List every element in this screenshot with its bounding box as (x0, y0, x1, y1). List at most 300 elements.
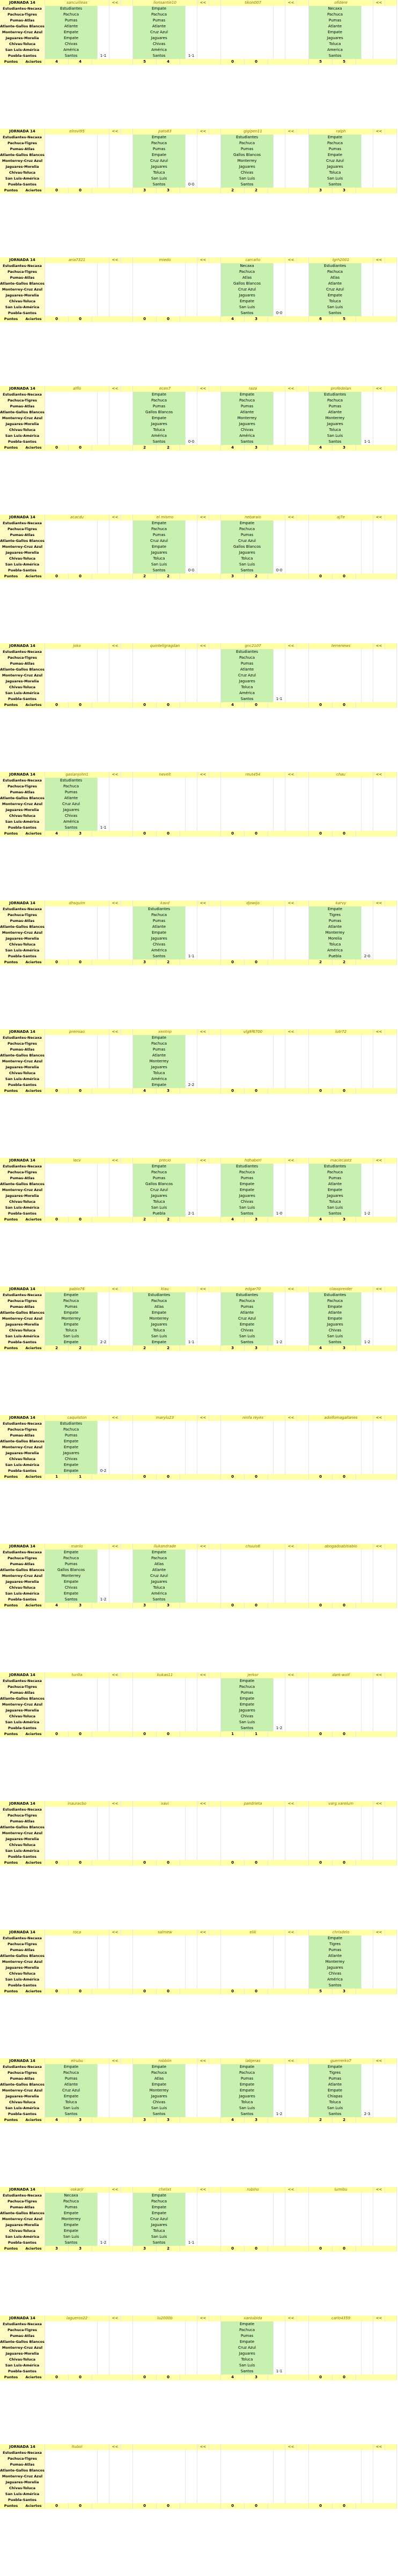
spacer-cell (197, 790, 221, 795)
pick-cell: Pumas (45, 1304, 98, 1310)
score-cell (362, 930, 373, 936)
score-cell (186, 1842, 197, 1848)
score-cell (274, 649, 285, 655)
spacer-cell (285, 1292, 309, 1298)
score-cell (362, 520, 373, 526)
score-cell (274, 1193, 285, 1199)
pick-cell (45, 1702, 98, 1708)
spacer-cell (197, 6, 221, 12)
score-cell (186, 1070, 197, 1076)
spacer-cell (285, 1456, 309, 1462)
match-row (0, 930, 398, 936)
pick-cell (309, 2474, 362, 2480)
score-cell (362, 2216, 373, 2222)
spacer-cell (109, 936, 133, 942)
match-row (0, 170, 398, 176)
match-label: Monterrey-Cruz Azul (0, 801, 45, 807)
points-spacer (92, 1989, 133, 1994)
score-cell (186, 269, 197, 275)
pick-cell: San Luis (133, 176, 186, 182)
player-name: chuuis6 (221, 1544, 285, 1550)
score-cell (274, 667, 285, 673)
spacer-cell (109, 1170, 133, 1175)
score-cell (186, 2351, 197, 2357)
pick-cell (133, 1439, 186, 1445)
score-cell (274, 778, 285, 784)
score-cell (186, 1561, 197, 1567)
arrow-marker: << (373, 386, 385, 392)
spacer-cell (109, 427, 133, 433)
score-cell (98, 784, 109, 790)
pick-cell: Jaguares (133, 2222, 186, 2228)
score-cell (98, 1427, 109, 1433)
score-cell (274, 1082, 285, 1088)
spacer-cell (109, 2199, 133, 2205)
score-cell (362, 1070, 373, 1076)
match-label: San Luis-América (0, 2234, 45, 2240)
score-cell (186, 2339, 197, 2345)
spacer-cell (373, 924, 397, 930)
spacer-cell (373, 176, 397, 182)
score-cell (274, 684, 285, 690)
spacer-cell (373, 1310, 397, 1316)
spacer-cell (373, 1041, 397, 1047)
spacer-cell (285, 1708, 309, 1714)
score-cell (274, 2363, 285, 2369)
spacer-cell (285, 1328, 309, 1334)
match-label: Pachuca-Tigres (0, 784, 45, 790)
spacer-cell (373, 1819, 397, 1825)
pick-cell (45, 427, 98, 433)
pick-cell (133, 275, 186, 281)
points-spacer (92, 574, 133, 579)
score-cell (274, 6, 285, 12)
score-cell (98, 415, 109, 421)
pick-cell: América (309, 948, 362, 954)
points-label: Puntos (0, 2374, 23, 2380)
score-cell (362, 690, 373, 696)
score-cell (274, 2339, 285, 2345)
score-cell (274, 18, 285, 24)
pick-cell (309, 2468, 362, 2474)
spacer-cell (373, 2345, 397, 2351)
match-label: Jaguares-Morelia (0, 164, 45, 170)
pick-cell: America (309, 47, 362, 53)
jornada-block (0, 1544, 398, 1639)
score-cell (362, 568, 373, 574)
match-label: Jaguares-Morelia (0, 1708, 45, 1714)
arrow-marker: << (109, 386, 121, 392)
score-cell: 0-0 (274, 310, 285, 316)
score-cell (274, 2357, 285, 2363)
pick-cell (221, 2491, 274, 2497)
pick-cell: Pachuca (45, 2070, 98, 2076)
pick-cell (221, 2222, 274, 2228)
match-row (0, 790, 398, 795)
score-cell (274, 1187, 285, 1193)
spacer-cell (109, 906, 133, 912)
spacer-cell (197, 1836, 221, 1842)
arrow-marker: << (285, 1029, 297, 1035)
spacer-cell (285, 696, 309, 702)
pick-cell: San Luis (45, 2105, 98, 2111)
points-spacer (92, 445, 133, 451)
spacer-cell (197, 2234, 221, 2240)
score-cell (274, 35, 285, 41)
pick-cell: Atlas (309, 275, 362, 281)
score-cell (362, 1977, 373, 1983)
score-cell (274, 520, 285, 526)
score-cell (186, 6, 197, 12)
pick-cell (309, 1468, 362, 1474)
spacer-cell (285, 2497, 309, 2503)
spacer-cell (109, 6, 133, 12)
spacer-cell (197, 2199, 221, 2205)
score-cell (362, 410, 373, 415)
points-spacer (356, 188, 397, 193)
points-value: 2 (133, 1345, 157, 1351)
pick-cell: Chivas (221, 1328, 274, 1334)
spacer-cell (109, 1035, 133, 1041)
points-value: 3 (133, 188, 157, 193)
spacer-cell (197, 2205, 221, 2210)
score-cell (98, 1953, 109, 1959)
spacer-cell (197, 819, 221, 825)
spacer-cell (197, 310, 221, 316)
pick-cell: Santos (309, 1339, 362, 1345)
spacer-cell (197, 1585, 221, 1591)
pick-cell: Empate (45, 2064, 98, 2070)
points-row (0, 831, 398, 837)
pick-cell: Estudiantes (309, 1292, 362, 1298)
pick-cell (133, 2345, 186, 2351)
score-cell (362, 29, 373, 35)
player-name: alflo (45, 386, 109, 392)
pick-cell (309, 2339, 362, 2345)
match-row (0, 1830, 398, 1836)
points-spacer (180, 59, 221, 65)
score-cell (186, 41, 197, 47)
jornada-title: JORNADA 14 (0, 1029, 45, 1035)
points-value: 3 (133, 2246, 157, 2252)
match-row (0, 35, 398, 41)
jornada-title: JORNADA 14 (0, 1544, 45, 1550)
spacer-cell (373, 1316, 397, 1322)
arrow-marker: << (197, 515, 209, 520)
spacer-cell (109, 1059, 133, 1064)
pick-cell (45, 679, 98, 684)
hits-value: 0 (245, 702, 268, 708)
score-cell (274, 2450, 285, 2456)
spacer-cell (109, 819, 133, 825)
pick-cell (45, 398, 98, 404)
score-cell (274, 538, 285, 544)
pick-cell (45, 942, 98, 948)
spacer-cell (109, 825, 133, 831)
score-cell: 1-1 (186, 954, 197, 959)
score-cell (274, 1965, 285, 1971)
spacer-cell (373, 1339, 397, 1345)
pick-cell: Estudiantes (133, 1292, 186, 1298)
spacer-cell (373, 778, 397, 784)
spacer-cell (109, 807, 133, 813)
pick-cell (221, 795, 274, 801)
player-name: vlg9f6700 (221, 1029, 285, 1035)
jornada-title: JORNADA 14 (0, 1930, 45, 1935)
spacer-cell (197, 269, 221, 275)
score-cell (98, 1059, 109, 1064)
hits-label: Aciertos (23, 2374, 45, 2380)
pick-cell (133, 1935, 186, 1941)
pick-cell (45, 1684, 98, 1690)
spacer-cell (285, 2333, 309, 2339)
spacer-cell (109, 1935, 133, 1941)
header-spacer (297, 1930, 309, 1935)
pick-cell (221, 2450, 274, 2456)
score-cell (98, 299, 109, 304)
header-spacer (209, 1286, 221, 1292)
pick-cell: Pumas (133, 404, 186, 410)
score-cell (274, 1561, 285, 1567)
spacer-cell (197, 544, 221, 550)
score-cell (98, 1977, 109, 1983)
match-row (0, 2193, 398, 2199)
arrow-marker: << (285, 2444, 297, 2450)
score-cell (186, 1941, 197, 1947)
hits-value: 0 (333, 574, 356, 579)
score-cell (362, 532, 373, 538)
spacer-cell (109, 1205, 133, 1211)
score-cell (186, 1199, 197, 1205)
points-spacer (356, 1603, 397, 1609)
spacer-cell (285, 2339, 309, 2345)
score-cell (274, 2321, 285, 2327)
score-cell (186, 2076, 197, 2082)
pick-cell: Empate (221, 1187, 274, 1193)
arrow-marker: << (197, 1286, 209, 1292)
hits-label: Aciertos (23, 1860, 45, 1866)
score-cell (186, 152, 197, 158)
header-spacer (209, 2316, 221, 2321)
score-cell (362, 2369, 373, 2374)
score-cell (362, 41, 373, 47)
spacer-cell (109, 2462, 133, 2468)
score-cell (186, 1053, 197, 1059)
pick-cell: Jaguares (133, 2094, 186, 2099)
pick-cell (45, 310, 98, 316)
points-spacer (180, 1088, 221, 1094)
match-row (0, 433, 398, 439)
score-cell (362, 544, 373, 550)
score-cell (362, 1965, 373, 1971)
match-row (0, 1977, 398, 1983)
jornada-title: JORNADA 14 (0, 2316, 45, 2321)
spacer-cell (373, 1427, 397, 1433)
score-cell (98, 1579, 109, 1585)
pick-cell (221, 825, 274, 831)
score-cell (186, 2321, 197, 2327)
player-name: lu2000b (133, 2316, 197, 2321)
pick-cell: Estudiantes (133, 906, 186, 912)
header-spacer (121, 0, 133, 6)
player-name (133, 2444, 197, 2450)
hits-value: 3 (157, 1603, 180, 1609)
spacer-cell (373, 2468, 397, 2474)
match-label: Jaguares-Morelia (0, 550, 45, 556)
match-row (0, 1456, 398, 1462)
pick-cell (45, 140, 98, 146)
spacer-cell (109, 1690, 133, 1696)
score-cell (98, 819, 109, 825)
pick-cell (309, 1702, 362, 1708)
header-spacer (209, 2187, 221, 2193)
score-cell: 2-2 (186, 1082, 197, 1088)
pick-cell (221, 6, 274, 12)
match-label: Puebla-Santos (0, 1468, 45, 1474)
score-cell (98, 1825, 109, 1830)
score-cell (98, 526, 109, 532)
hits-value: 0 (245, 959, 268, 965)
spacer-cell (373, 1947, 397, 1953)
score-cell (98, 1199, 109, 1205)
score-cell (274, 1456, 285, 1462)
score-cell (186, 1059, 197, 1064)
score-cell (186, 526, 197, 532)
points-spacer (180, 2503, 221, 2509)
score-cell (274, 2234, 285, 2240)
score-cell (98, 47, 109, 53)
spacer-cell (197, 813, 221, 819)
match-label: Atlante-Gallos Blancos (0, 1182, 45, 1186)
score-cell (362, 2321, 373, 2327)
match-row (0, 6, 398, 12)
arrow-marker: << (109, 129, 121, 135)
spacer-cell (197, 439, 221, 445)
score-cell (98, 2064, 109, 2070)
score-cell (98, 304, 109, 310)
pick-cell: Pumas (133, 1047, 186, 1053)
score-cell (274, 1825, 285, 1830)
spacer-cell (197, 1456, 221, 1462)
pick-cell (221, 807, 274, 813)
score-cell (362, 2088, 373, 2094)
score-cell (362, 53, 373, 59)
player-name: caquilston (45, 1415, 109, 1421)
match-row (0, 948, 398, 954)
score-cell: 1-2 (362, 1211, 373, 1217)
pick-cell: San Luis (309, 176, 362, 182)
spacer-cell (197, 1941, 221, 1947)
spacer-cell (373, 1725, 397, 1731)
match-row (0, 164, 398, 170)
pick-cell (221, 1941, 274, 1947)
spacer-cell (285, 287, 309, 293)
pick-cell (309, 2456, 362, 2462)
score-cell (98, 2094, 109, 2099)
pick-cell (133, 2456, 186, 2462)
pick-cell (309, 544, 362, 550)
spacer-cell (285, 924, 309, 930)
pick-cell: Jaguares (309, 1322, 362, 1328)
pick-cell (45, 1971, 98, 1977)
match-label: Puebla-Santos (0, 1854, 45, 1860)
header-spacer (385, 129, 397, 135)
match-row (0, 2327, 398, 2333)
score-cell (98, 1719, 109, 1725)
spacer-cell (373, 1170, 397, 1175)
spacer-cell (109, 1714, 133, 1719)
pick-cell (133, 1690, 186, 1696)
spacer-cell (197, 158, 221, 164)
match-label: Pachuca-Tigres (0, 398, 45, 404)
jornada-title: JORNADA 14 (0, 515, 45, 520)
pick-cell: Jaguares (221, 679, 274, 684)
pick-cell (221, 47, 274, 53)
score-cell (362, 1187, 373, 1193)
match-row (0, 1965, 398, 1971)
pick-cell (221, 1836, 274, 1842)
arrow-marker: << (373, 2444, 385, 2450)
match-row (0, 1175, 398, 1181)
pick-cell: Tigres (309, 2070, 362, 2076)
player-name (221, 2444, 285, 2450)
spacer-cell (109, 2193, 133, 2199)
spacer-cell (197, 392, 221, 398)
jornada-block (0, 2316, 398, 2410)
pick-cell: Santos (45, 2111, 98, 2117)
arrow-marker: << (109, 1029, 121, 1035)
pick-cell (133, 790, 186, 795)
score-cell (362, 140, 373, 146)
points-value: 0 (45, 1731, 69, 1737)
spacer-cell (373, 1421, 397, 1427)
pick-cell: Empate (133, 2210, 186, 2216)
score-cell (362, 2474, 373, 2480)
spacer-cell (197, 1304, 221, 1310)
spacer-cell (373, 948, 397, 954)
spacer-cell (197, 1433, 221, 1439)
score-cell: 1-1 (186, 53, 197, 59)
spacer-cell (109, 1708, 133, 1714)
score-cell (274, 544, 285, 550)
spacer-cell (373, 1567, 397, 1573)
spacer-cell (373, 526, 397, 532)
pick-cell: San Luis (221, 1719, 274, 1725)
pick-cell (133, 819, 186, 825)
score-cell (274, 1053, 285, 1059)
spacer-cell (109, 1579, 133, 1585)
spacer-cell (109, 2333, 133, 2339)
spacer-cell (197, 1842, 221, 1848)
pick-cell (309, 807, 362, 813)
score-cell (98, 1947, 109, 1953)
pick-cell: Necaxa (309, 6, 362, 12)
pick-cell (45, 293, 98, 299)
match-label: Pumas-Atlas (0, 1047, 45, 1053)
header-spacer (297, 1544, 309, 1550)
spacer-cell (109, 2240, 133, 2246)
spacer-cell (373, 2094, 397, 2099)
pick-cell: Pachuca (221, 398, 274, 404)
score-cell (274, 392, 285, 398)
spacer-cell (197, 948, 221, 954)
spacer-cell (197, 2468, 221, 2474)
match-label: Pachuca-Tigres (0, 1041, 45, 1047)
score-cell (98, 6, 109, 12)
spacer-cell (373, 1977, 397, 1983)
pick-cell: Tigres (309, 912, 362, 918)
score-cell: 1-1 (98, 53, 109, 59)
